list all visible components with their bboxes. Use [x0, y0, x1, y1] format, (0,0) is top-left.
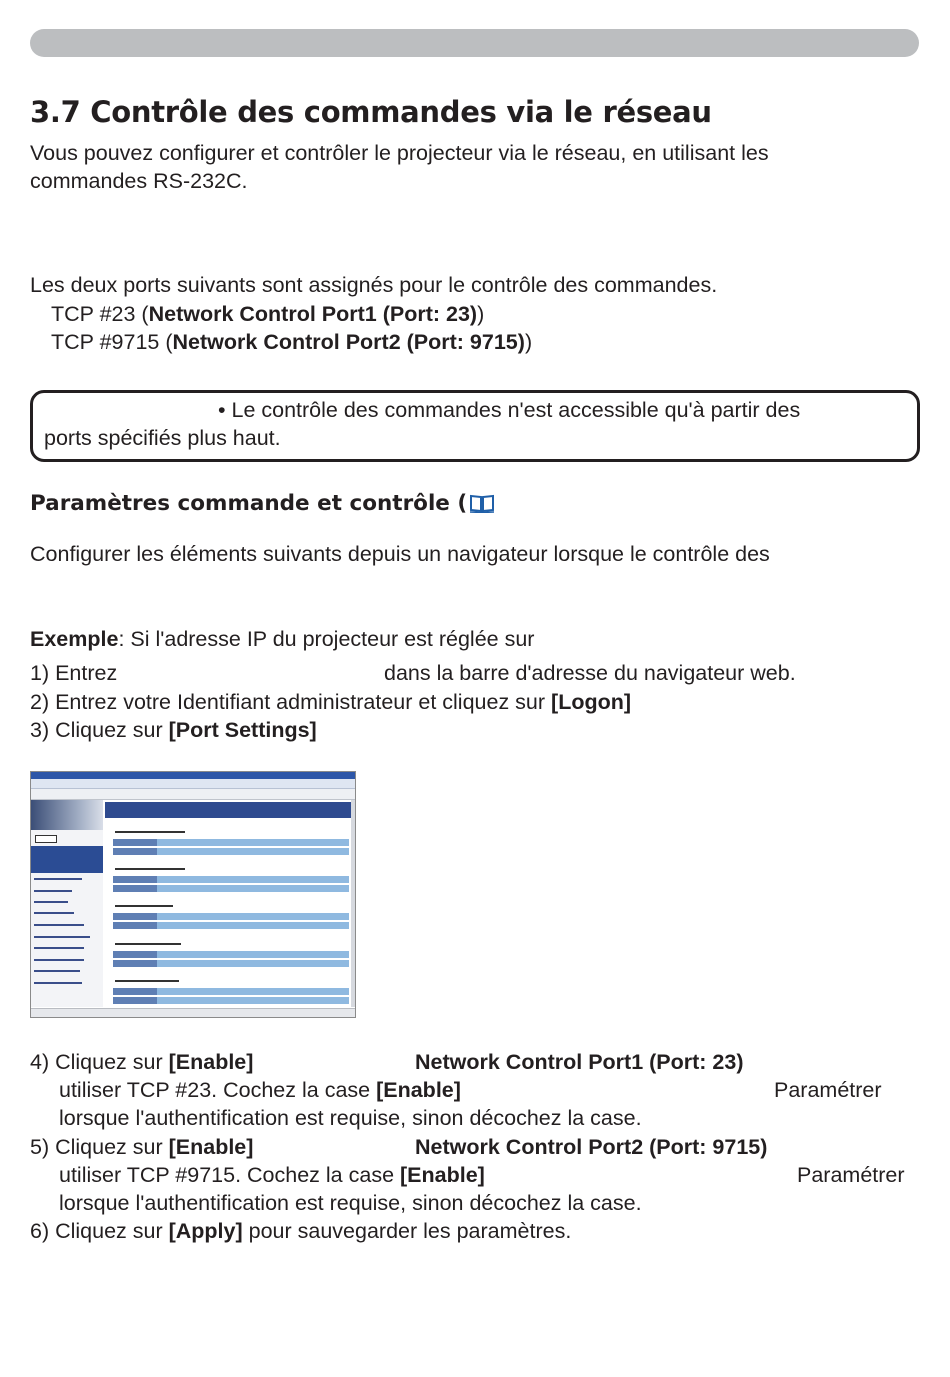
shot-section [115, 868, 185, 870]
shot-nav-header [31, 846, 103, 873]
note-line-2: ports spécifiés plus haut. [44, 426, 281, 450]
shot-address-bar [31, 779, 355, 789]
step-4-port: Network Control Port1 (Port: 23) [415, 1050, 744, 1074]
step-2-text: 2) Entrez votre Identifiant administrateur et cliquez sur [30, 690, 552, 714]
step-4-text: 4) Cliquez sur [30, 1050, 169, 1074]
shot-cell [113, 848, 157, 855]
port2-suffix: ) [524, 330, 533, 354]
step-5-enable-2: [Enable] [400, 1163, 485, 1187]
shot-nav-item [34, 970, 80, 972]
shot-section [115, 905, 173, 907]
port2-prefix: TCP #9715 ( [51, 330, 173, 354]
shot-nav-item [34, 912, 74, 914]
shot-nav-item [34, 947, 84, 949]
step-5-port: Network Control Port2 (Port: 9715) [415, 1135, 768, 1159]
step-2 [30, 688, 631, 717]
shot-section [115, 943, 181, 945]
settings-heading-text: Paramètres commande et contrôle ( [30, 491, 468, 516]
port1-line [51, 300, 484, 329]
step-4-b [59, 1076, 461, 1105]
header-bar [30, 29, 919, 57]
shot-logon [35, 835, 57, 843]
section-heading: 3.7 Contrôle des commandes via le réseau [30, 95, 712, 129]
step-5-b [59, 1161, 485, 1190]
step-4-enable-2: [Enable] [376, 1078, 461, 1102]
shot-toolbar [31, 789, 355, 800]
intro-line-2: commandes RS-232C. [30, 169, 248, 193]
step-6-apply: [Apply] [168, 1219, 243, 1243]
step-4-parametrer: Paramétrer [774, 1078, 882, 1102]
shot-titlebar [31, 772, 355, 779]
step-5-parametrer: Paramétrer [797, 1163, 905, 1187]
port-settings-screenshot [30, 771, 356, 1018]
shot-cell [113, 988, 157, 995]
shot-nav-item [34, 878, 82, 880]
shot-nav-item [34, 959, 84, 961]
shot-section [115, 980, 179, 982]
step-6-tail: pour sauvegarder les paramètres. [242, 1219, 572, 1243]
port1-name: Network Control Port1 (Port: 23) [148, 302, 478, 326]
example-label: Exemple [30, 627, 119, 651]
step-4-a [30, 1048, 253, 1077]
settings-text: Configurer les éléments suivants depuis un navigateur lorsque le contrôle des [30, 542, 770, 566]
step-5-c: lorsque l'authentification est requise, sinon décochez la case. [59, 1191, 642, 1215]
shot-cell [113, 922, 157, 929]
shot-sidebar [31, 800, 103, 1007]
port2-line [51, 328, 532, 357]
shot-main-header [105, 802, 351, 818]
step-5-a [30, 1133, 253, 1162]
intro-line-1: Vous pouvez configurer et contrôler le projecteur via le réseau, en utilisant les [30, 141, 769, 165]
shot-nav-item [34, 924, 84, 926]
shot-scrollbar [351, 800, 355, 1007]
shot-cell [113, 839, 157, 846]
shot-logo [31, 800, 103, 830]
step-5-use-text: utiliser TCP #9715. Cochez la case [59, 1163, 400, 1187]
step-5-text: 5) Cliquez sur [30, 1135, 169, 1159]
step-3 [30, 716, 317, 745]
book-icon[interactable] [469, 493, 495, 513]
shot-cell [113, 876, 157, 883]
port1-suffix: ) [477, 302, 485, 326]
note-line-1: • Le contrôle des commandes n'est accessible qu'à partir des [218, 398, 801, 422]
shot-nav-item [34, 936, 90, 938]
shot-statusbar [31, 1008, 355, 1018]
example-line [30, 625, 534, 654]
step-4-c: lorsque l'authentification est requise, sinon décochez la case. [59, 1106, 642, 1130]
shot-cell [113, 885, 157, 892]
shot-cell [113, 960, 157, 967]
shot-cell [113, 913, 157, 920]
step-2-logon: [Logon] [551, 690, 632, 714]
shot-section [115, 831, 185, 833]
port1-prefix: TCP #23 ( [51, 302, 149, 326]
shot-cell [113, 997, 157, 1004]
shot-nav-item [34, 982, 82, 984]
settings-heading [30, 491, 495, 516]
step-6 [30, 1217, 571, 1246]
example-text: : Si l'adresse IP du projecteur est réglée sur [118, 627, 535, 651]
shot-nav-item [34, 890, 72, 892]
step-6-text: 6) Cliquez sur [30, 1219, 169, 1243]
step-3-port-settings: [Port Settings] [168, 718, 317, 742]
port2-name: Network Control Port2 (Port: 9715) [172, 330, 525, 354]
step-1-a: 1) Entrez [30, 661, 118, 685]
ports-intro: Les deux ports suivants sont assignés pour le contrôle des commandes. [30, 273, 718, 297]
shot-nav-item [34, 901, 68, 903]
step-5-enable: [Enable] [168, 1135, 254, 1159]
step-1-b: dans la barre d'adresse du navigateur web. [384, 661, 796, 685]
step-4-use-text: utiliser TCP #23. Cochez la case [59, 1078, 377, 1102]
step-4-enable: [Enable] [168, 1050, 254, 1074]
shot-cell [113, 951, 157, 958]
step-3-text: 3) Cliquez sur [30, 718, 169, 742]
